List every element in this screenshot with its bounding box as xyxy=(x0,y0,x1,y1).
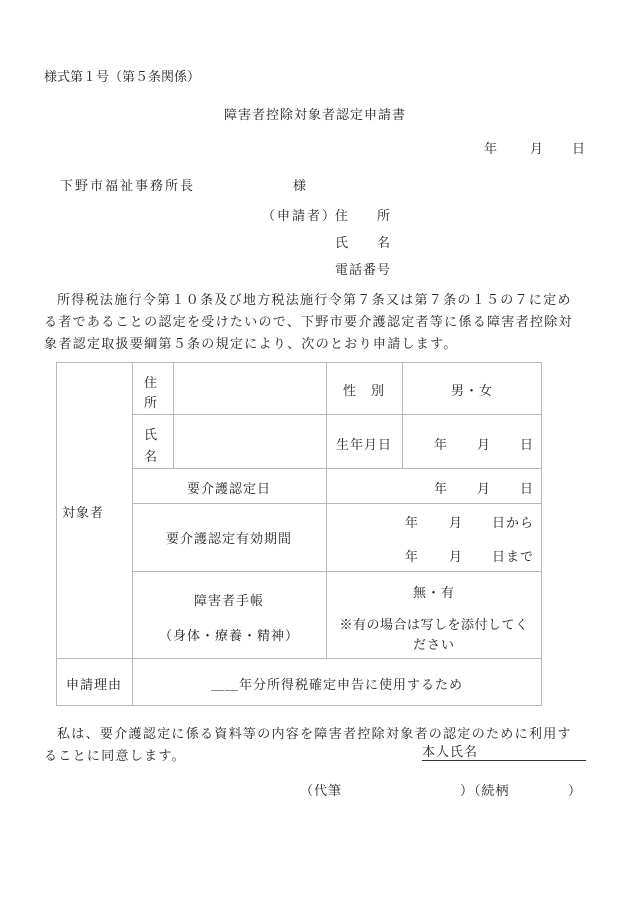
form-number: 様式第１号（第５条関係） xyxy=(44,70,201,85)
gender-label: 性 別 xyxy=(342,384,385,399)
address-label-2: 所 xyxy=(144,396,159,411)
table-rule xyxy=(402,362,403,468)
name-label-1: 氏 xyxy=(144,428,159,443)
addressee-name: 下野市福祉事務所長 xyxy=(60,179,196,194)
applicant-name-field[interactable]: 氏 名 xyxy=(335,236,392,251)
cert-month[interactable]: 月 xyxy=(477,482,492,497)
table-rule xyxy=(132,468,542,469)
table-rule xyxy=(56,658,542,659)
date-day[interactable]: 日 xyxy=(572,142,586,157)
reason-label: 申請理由 xyxy=(65,678,122,693)
signature-field[interactable]: 本人氏名 xyxy=(422,741,586,761)
relationship-close: ） xyxy=(568,784,583,799)
valid-to-month[interactable]: 月 xyxy=(449,550,464,565)
consent-line: ることに同意します。 xyxy=(44,749,186,764)
table-border xyxy=(56,705,542,706)
date-year[interactable]: 年 xyxy=(484,142,498,157)
table-border xyxy=(56,362,57,706)
reason-text[interactable]: ＿＿年分所得税確定申告に使用するため xyxy=(210,678,463,693)
gender-options[interactable]: 男・女 xyxy=(450,384,493,399)
name-label-2: 名 xyxy=(144,450,159,465)
applicant-phone-field[interactable]: 電話番号 xyxy=(335,263,392,278)
paragraph-line: 象者認定取扱要綱第５条の規定により、次のとおり申請します。 xyxy=(44,337,458,352)
form-title: 障害者控除対象者認定申請書 xyxy=(223,108,406,123)
address-label-1: 住 xyxy=(144,376,159,391)
valid-from-day[interactable]: 日から xyxy=(492,516,535,531)
consent-line: 私は、要介護認定に係る資料等の内容を障害者控除対象者の認定のために利用す xyxy=(57,727,572,742)
subject-label: 対象者 xyxy=(62,506,105,521)
table-rule xyxy=(132,571,542,572)
subject-address-field[interactable] xyxy=(174,363,325,414)
valid-from-year[interactable]: 年 xyxy=(405,516,420,531)
applicant-label: （申請者） xyxy=(262,209,338,224)
applicant-address-field[interactable]: 住 所 xyxy=(335,209,392,224)
paragraph-line: 所得税法施行令第１０条及び地方税法施行令第７条又は第７条の１５の７に定め xyxy=(57,293,572,308)
handbook-note-line-1: ※有の場合は写しを添付してく xyxy=(339,618,529,633)
application-paragraph xyxy=(44,290,584,356)
handbook-types[interactable]: （身体・療養・精神） xyxy=(158,629,299,644)
handbook-note-line-2: ださい xyxy=(412,638,455,653)
table-rule xyxy=(132,503,542,504)
cert-day[interactable]: 日 xyxy=(520,482,535,497)
birthdate-label: 生年月日 xyxy=(335,438,392,453)
handbook-options[interactable]: 無・有 xyxy=(412,586,455,601)
birth-year[interactable]: 年 xyxy=(434,438,449,453)
birth-month[interactable]: 月 xyxy=(477,438,492,453)
handbook-label: 障害者手帳 xyxy=(193,594,264,609)
relationship-label: ）（続柄 xyxy=(460,784,510,799)
valid-from-month[interactable]: 月 xyxy=(449,516,464,531)
valid-to-year[interactable]: 年 xyxy=(405,550,420,565)
care-cert-date-label: 要介護認定日 xyxy=(186,482,271,497)
paragraph-line: る者であることの認定を受けたいので、下野市要介護認定者等に係る障害者控除対 xyxy=(44,315,573,330)
date-month[interactable]: 月 xyxy=(530,142,544,157)
proxy-label: （代筆 xyxy=(300,784,343,799)
cert-year[interactable]: 年 xyxy=(434,482,449,497)
valid-to-day[interactable]: 日まで xyxy=(492,550,535,565)
subject-name-field[interactable] xyxy=(174,415,325,467)
care-valid-period-label: 要介護認定有効期間 xyxy=(165,532,292,547)
birth-day[interactable]: 日 xyxy=(520,438,535,453)
table-border xyxy=(541,362,542,706)
subject-table xyxy=(56,362,542,706)
addressee-honorific: 様 xyxy=(293,179,307,194)
